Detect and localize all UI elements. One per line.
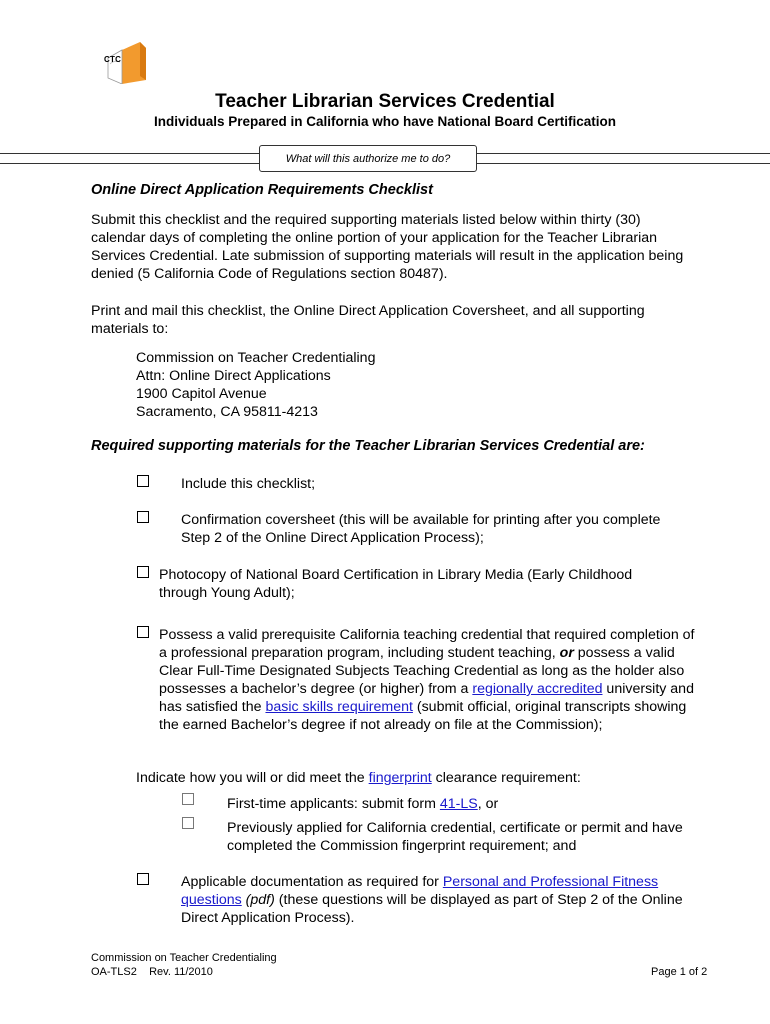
credential-text: university and has satisfied the — [159, 681, 694, 715]
checkbox-credential[interactable] — [137, 626, 149, 638]
address-line: Commission on Teacher Credentialing — [136, 350, 376, 366]
address-line: 1900 Capitol Avenue — [136, 386, 267, 402]
checkbox-national-board[interactable] — [137, 566, 149, 578]
first-time-text: , or — [477, 796, 499, 812]
authorize-button[interactable]: What will this authorize me to do? — [259, 145, 477, 172]
checkbox-coversheet[interactable] — [137, 511, 149, 523]
credential-text: Possess a valid prerequisite California teaching credential that required completion of a professional preparation program, including student teaching, — [159, 627, 695, 661]
footer-revision: Rev. 11/2010 — [149, 966, 213, 978]
logo-text: CTC — [104, 55, 122, 64]
item-first-time-applicant — [227, 795, 498, 813]
document-subtitle: Individuals Prepared in California who have National Board Certification — [153, 114, 617, 129]
item-national-board: Photocopy of National Board Certification in Library Media (Early Childhood through Young Adult); — [159, 567, 633, 601]
footer-form-info — [91, 965, 277, 979]
mail-instructions: Print and mail this checklist, the Online Direct Application Coversheet, and all supporting materials to: — [91, 303, 645, 337]
footer-left — [91, 951, 277, 979]
documentation-text: Applicable documentation as required for — [181, 874, 443, 890]
fingerprint-lead — [136, 769, 581, 787]
footer-org: Commission on Teacher Credentialing — [91, 952, 277, 964]
checklist-heading: Online Direct Application Requirements Checklist — [91, 182, 433, 198]
address-line: Attn: Online Direct Applications — [136, 368, 331, 384]
address-line: Sacramento, CA 95811-4213 — [136, 404, 318, 420]
item-credential — [159, 626, 699, 734]
credential-text: possess a valid Clear Full-Time Designated Subjects Teaching Credential as long as the holder also possesses a bachelor’s degree (or higher) from a — [159, 645, 685, 697]
checkbox-first-time-applicant[interactable] — [182, 793, 194, 805]
item-documentation — [181, 873, 701, 927]
documentation-text: (these questions will be displayed as part of Step 2 of the Online Direct Application Process). — [181, 892, 683, 926]
fitness-questions-link[interactable]: Personal and Professional Fitness questions — [181, 874, 659, 908]
checkbox-documentation[interactable] — [137, 873, 149, 885]
fingerprint-link[interactable]: fingerprint — [368, 770, 432, 786]
first-time-text: First-time applicants: submit form — [227, 796, 440, 812]
fingerprint-lead-text: Indicate how you will or did meet the — [136, 770, 369, 786]
credential-or-emphasis: or — [559, 645, 574, 661]
form-41-ls-link[interactable]: 41-LS — [439, 796, 478, 812]
mailing-address — [136, 349, 375, 421]
checkbox-include-checklist[interactable] — [137, 475, 149, 487]
document-title: Teacher Librarian Services Credential — [215, 91, 555, 112]
required-materials-heading: Required supporting materials for the Teacher Librarian Services Credential are: — [91, 438, 645, 454]
checkbox-previously-applied[interactable] — [182, 817, 194, 829]
credential-text: (submit official, original transcripts showing the earned Bachelor’s degree if not already on file at the Commission); — [159, 699, 687, 733]
regionally-accredited-link[interactable]: regionally accredited — [472, 681, 603, 697]
item-previously-applied: Previously applied for California credential, certificate or permit and have completed the Commission fingerprint requirement; and — [227, 820, 683, 854]
footer-page-number: Page 1 of 2 — [651, 966, 708, 978]
pdf-note: (pdf) — [241, 892, 275, 908]
footer-form-code: OA-TLS2 — [91, 966, 137, 978]
item-include-checklist: Include this checklist; — [181, 476, 316, 492]
item-coversheet: Confirmation coversheet (this will be available for printing after you complete Step 2 of the Online Direct Application Process); — [181, 512, 661, 546]
intro-paragraph: Submit this checklist and the required supporting materials listed below within thirty (30) calendar days of completing the online portion of your application for the Teacher Librarian Services Credential. Late submission of supporting materials will result in the application being denied (5 California Code of Regulations section 80487). — [91, 212, 684, 282]
fingerprint-lead-text: clearance requirement: — [431, 770, 581, 786]
basic-skills-requirement-link[interactable]: basic skills requirement — [265, 699, 413, 715]
